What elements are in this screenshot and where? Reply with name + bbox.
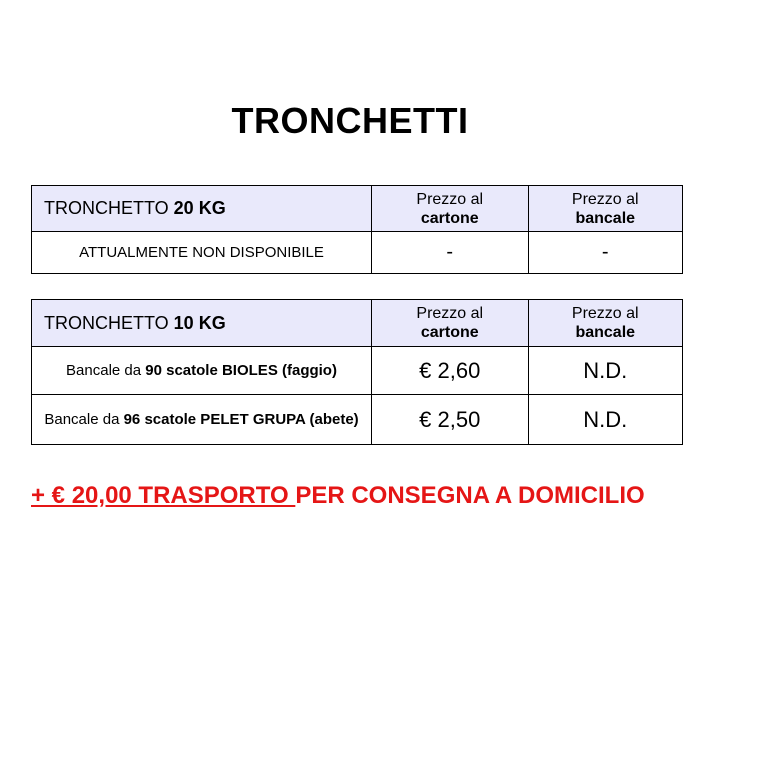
cartone-price: € 2,60 — [372, 347, 528, 395]
cartone-price-header — [372, 186, 528, 232]
page-title: TRONCHETTI — [231, 100, 469, 141]
product-weight: 20 KG — [173, 198, 226, 218]
product-prefix: TRONCHETTO — [44, 312, 174, 333]
table-row — [32, 232, 683, 274]
delivery-surcharge-note — [31, 482, 645, 510]
bancale-price-header — [528, 186, 683, 232]
row-label-prefix: Bancale da — [44, 411, 124, 428]
product-prefix: TRONCHETTO — [44, 198, 174, 218]
bancale-price: N.D. — [528, 395, 683, 445]
row-label-detail: 90 scatole BIOLES (faggio) — [145, 362, 337, 379]
bancale-price: N.D. — [528, 347, 683, 395]
bancale-header-line2: bancale — [575, 324, 636, 341]
product-name-header — [32, 300, 372, 347]
cartone-price: - — [372, 232, 528, 274]
cartone-header-line1: Prezzo al — [416, 305, 484, 322]
product-weight: 10 KG — [173, 312, 226, 333]
bancale-header-line2: bancale — [575, 209, 636, 227]
price-table-10kg — [31, 299, 683, 445]
bancale-price-header — [528, 300, 683, 347]
row-label: ATTUALMENTE NON DISPONIBILE — [32, 232, 372, 274]
cartone-price-header — [372, 300, 528, 347]
bancale-price: - — [528, 232, 683, 274]
row-label-prefix: Bancale da — [66, 362, 146, 379]
table-row — [32, 395, 683, 445]
cartone-header-line2: cartone — [420, 209, 479, 227]
bancale-header-line1: Prezzo al — [571, 190, 639, 208]
cartone-header-line1: Prezzo al — [416, 190, 484, 208]
delivery-surcharge-text: PER CONSEGNA A DOMICILIO — [295, 482, 645, 509]
price-table-20kg — [31, 185, 683, 274]
bancale-header-line1: Prezzo al — [571, 305, 639, 322]
cartone-price: € 2,50 — [372, 395, 528, 445]
row-label — [32, 347, 372, 395]
cartone-header-line2: cartone — [420, 324, 479, 341]
row-label-detail: 96 scatole PELET GRUPA (abete) — [123, 411, 359, 428]
product-name-header — [32, 186, 372, 232]
row-label — [32, 395, 372, 445]
delivery-surcharge-amount: + € 20,00 TRASPORTO — [31, 482, 296, 509]
table-row — [32, 347, 683, 395]
